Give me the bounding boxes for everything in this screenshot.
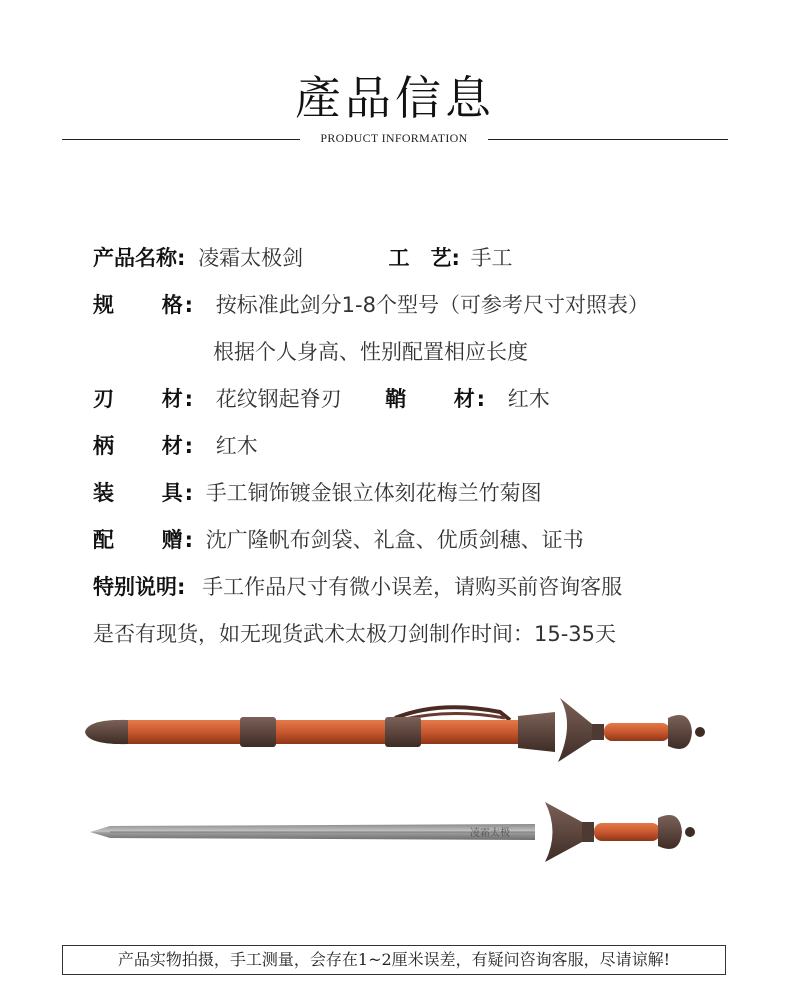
sword-images [0,690,790,880]
spec-value-note: 手工作品尺寸有微小误差，请购买前咨询客服 [202,575,623,599]
spec-label-gifts: 配 赠: [93,528,193,552]
spec-row-size-line2 [213,337,528,367]
page-title: 產品信息 [295,71,495,125]
spec-value-name: 凌霜太极剑 [198,246,304,270]
spec-label-scabbard: 鞘 材: [385,387,486,411]
sword-guard-collar [582,822,594,842]
scabbard-mouth-fitting [518,712,555,752]
spec-label-fittings: 装 具: [93,481,193,505]
spec-row-note [93,572,622,602]
spec-value-size-line2: 根据个人身高、性别配置相应长度 [213,340,528,364]
sword-pommel [658,815,682,849]
unsheathed-sword [90,802,695,862]
spec-label-handle: 柄 材: [93,434,193,458]
sheathed-guard-collar [592,724,604,740]
spec-label-size: 规 格: [93,293,193,317]
blade-inscription: 凌霜太极 [470,828,510,839]
spec-value-size: 按标准此剑分1-8个型号（可参考尺寸对照表） [215,293,649,317]
title-divider-left [62,139,300,140]
page-subtitle: PRODUCT INFORMATION [320,131,468,145]
spec-row-handle [93,431,258,461]
sword-guard [545,802,582,862]
spec-value-scabbard: 红木 [507,387,550,411]
sword-handle [594,823,660,841]
spec-row-note-line2 [93,619,616,649]
sheathed-sword [85,698,705,762]
scabbard-fitting-middle [240,717,276,747]
scabbard-wood [110,720,550,744]
spec-value-blade: 花纹钢起脊刃 [215,387,342,411]
spec-label-note: 特别说明: [93,575,186,599]
spec-value-note-line2: 是否有现货，如无现货武术太极刀剑制作时间：15-35天 [93,622,617,646]
spec-label-name: 产品名称: [93,246,186,270]
spec-row-fittings [93,478,542,508]
spec-row-gifts [93,525,584,555]
scabbard-fitting-upper [385,717,421,747]
sheathed-guard [558,698,592,762]
spec-value-gifts: 沈广隆帆布剑袋、礼盒、优质剑穗、证书 [205,528,584,552]
spec-label-craft: 工 艺: [388,246,460,270]
sword-pommel-knob [685,827,695,837]
disclaimer-notice: 产品实物拍摄，手工测量，会存在1~2厘米误差，有疑问咨询客服，尽请谅解! [62,945,726,975]
title-divider-right [488,139,728,140]
spec-row-blade-scabbard [93,384,550,414]
spec-value-fittings: 手工铜饰镀金银立体刻花梅兰竹菊图 [205,481,542,505]
spec-row-name-craft [93,243,513,273]
spec-value-craft: 手工 [470,246,513,270]
scabbard-tip-fitting [85,720,128,744]
spec-value-handle: 红木 [215,434,258,458]
spec-row-size [93,290,649,320]
sheathed-pommel [668,715,692,749]
spec-label-blade: 刃 材: [93,387,193,411]
sheathed-pommel-knob [695,727,705,737]
sheathed-handle [604,723,670,741]
